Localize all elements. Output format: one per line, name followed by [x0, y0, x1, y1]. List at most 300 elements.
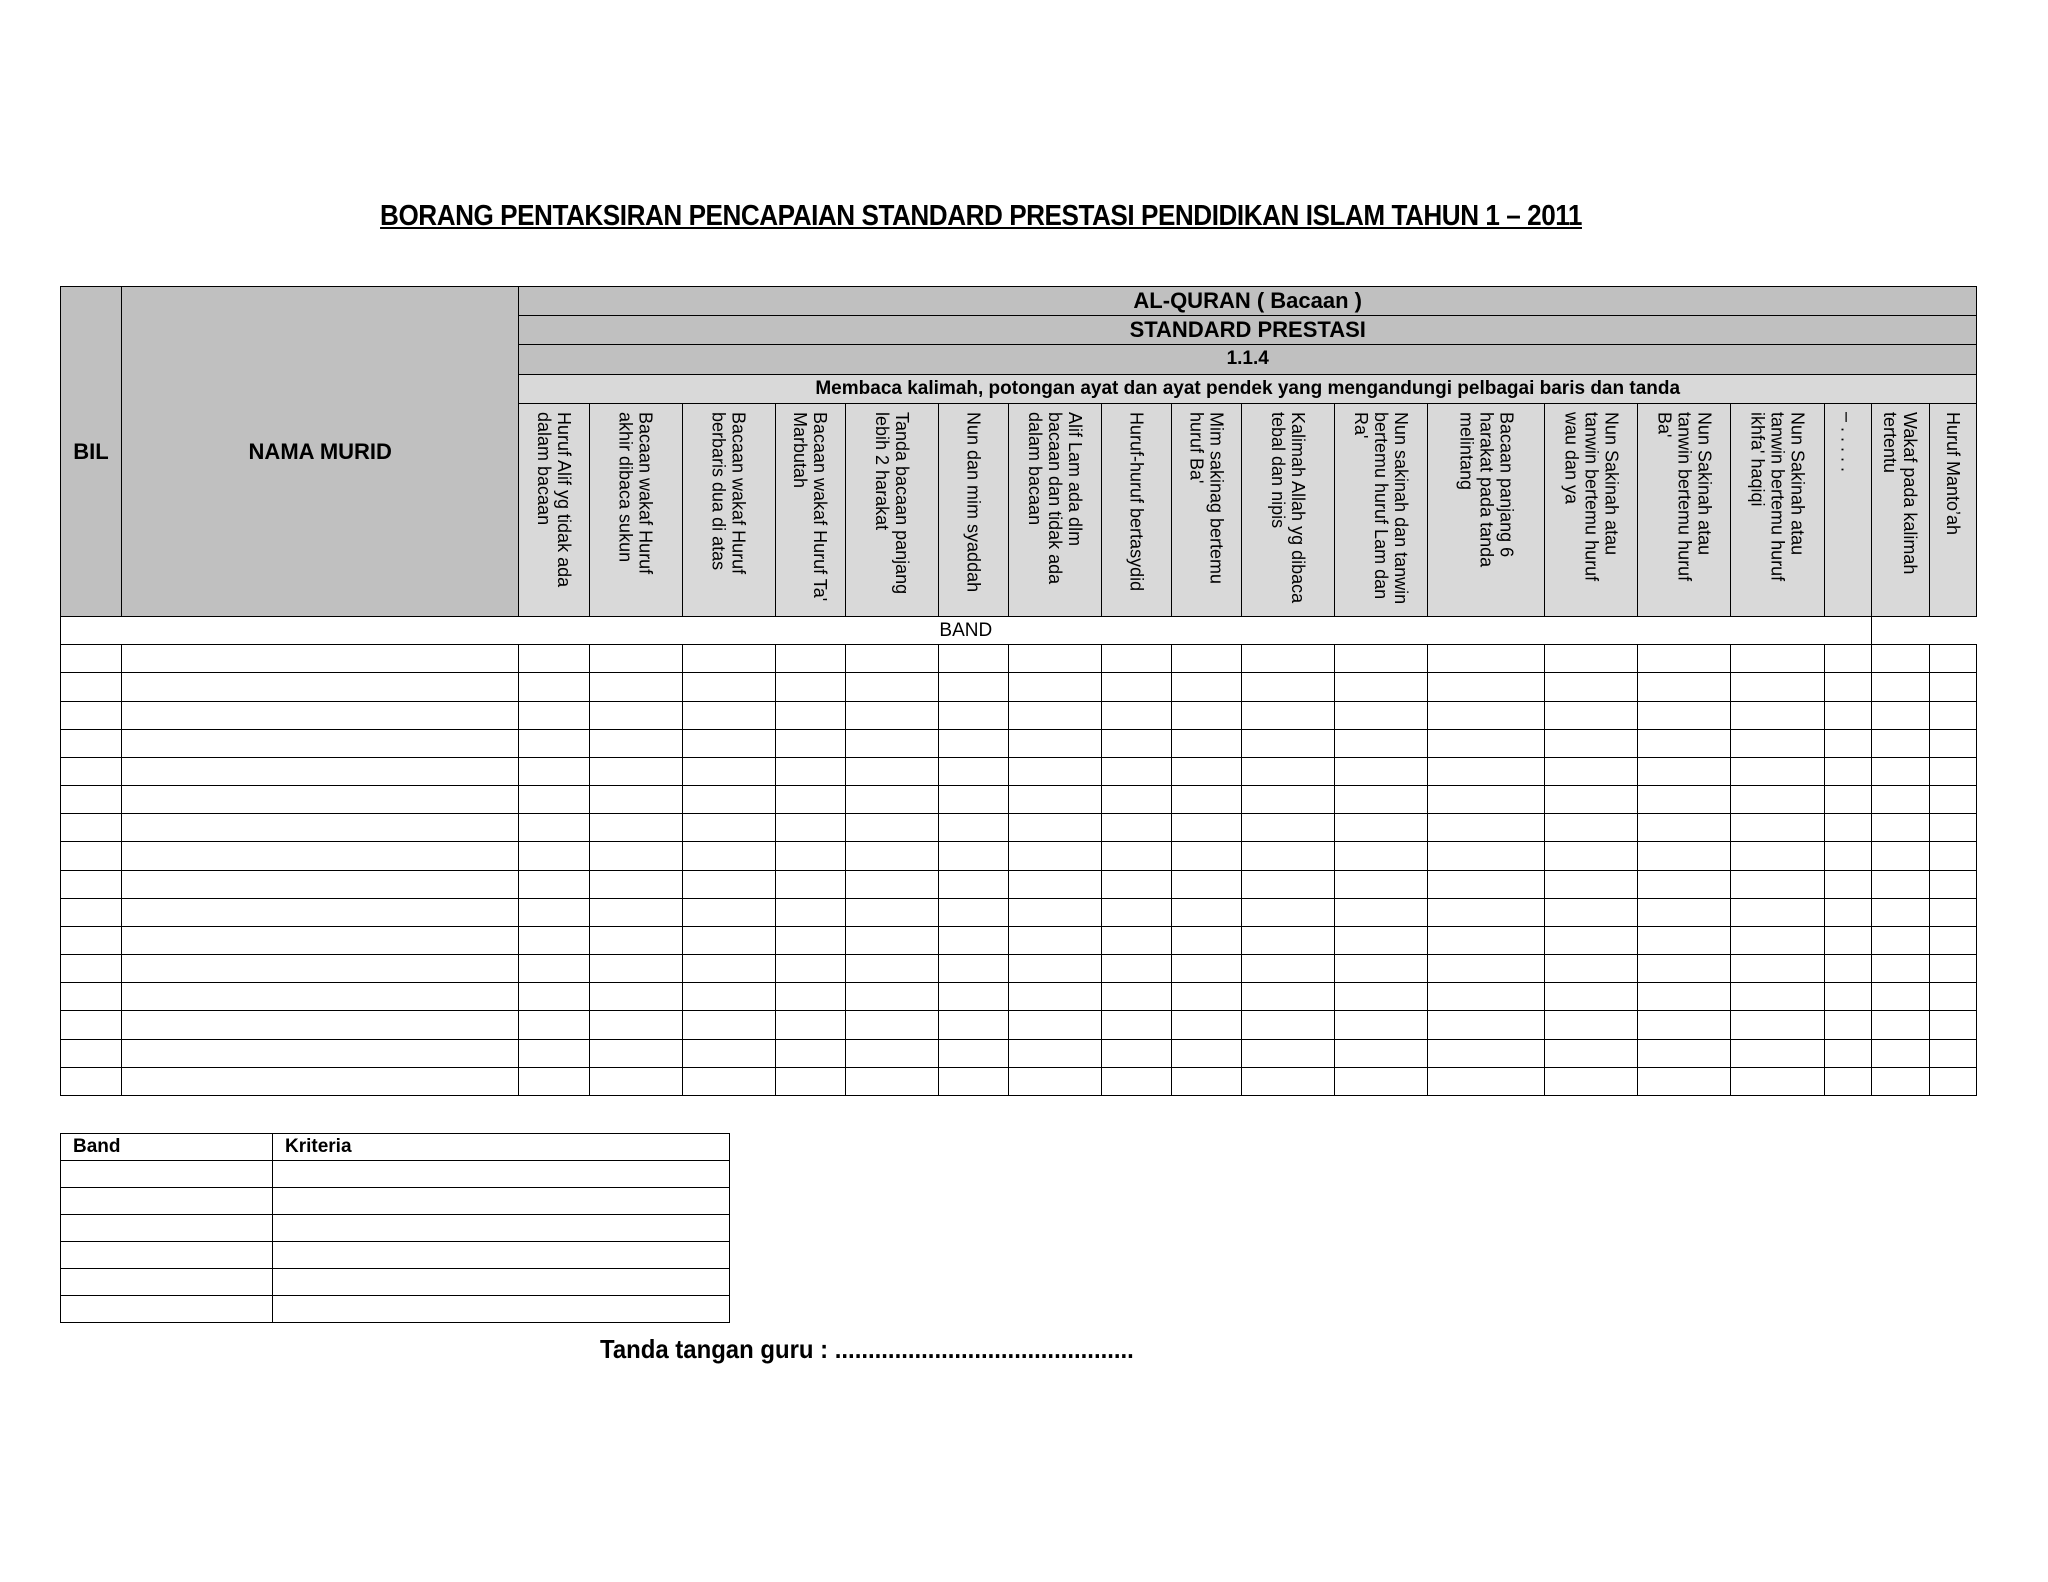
band-entry-cell[interactable] [1731, 870, 1824, 898]
band-entry-cell[interactable] [1335, 898, 1428, 926]
band-entry-cell[interactable] [589, 673, 682, 701]
band-entry-cell[interactable] [1545, 1039, 1638, 1067]
band-entry-cell[interactable] [1428, 1067, 1545, 1095]
band-entry-cell[interactable] [1929, 870, 1976, 898]
kriteria-cell[interactable] [273, 1242, 730, 1269]
band-entry-cell[interactable] [1929, 983, 1976, 1011]
band-entry-cell[interactable] [1335, 645, 1428, 673]
band-entry-cell[interactable] [1172, 983, 1242, 1011]
band-entry-cell[interactable] [1731, 926, 1824, 954]
band-entry-cell[interactable] [1242, 729, 1335, 757]
band-entry-cell[interactable] [682, 673, 775, 701]
band-entry-cell[interactable] [845, 757, 938, 785]
band-entry-cell[interactable] [682, 955, 775, 983]
band-entry-cell[interactable] [1101, 983, 1171, 1011]
band-entry-cell[interactable] [1545, 1067, 1638, 1095]
band-entry-cell[interactable] [1929, 926, 1976, 954]
band-entry-cell[interactable] [1101, 842, 1171, 870]
kriteria-cell[interactable] [273, 1188, 730, 1215]
band-entry-cell[interactable] [1008, 1011, 1101, 1039]
band-entry-cell[interactable] [1824, 1039, 1871, 1067]
band-entry-cell[interactable] [845, 842, 938, 870]
band-cell[interactable] [61, 1161, 273, 1188]
band-entry-cell[interactable] [1101, 1039, 1171, 1067]
band-entry-cell[interactable] [1731, 645, 1824, 673]
band-entry-cell[interactable] [682, 1011, 775, 1039]
band-entry-cell[interactable] [775, 1011, 845, 1039]
band-entry-cell[interactable] [1545, 926, 1638, 954]
kriteria-cell[interactable] [273, 1161, 730, 1188]
band-entry-cell[interactable] [938, 926, 1008, 954]
band-entry-cell[interactable] [1242, 701, 1335, 729]
band-entry-cell[interactable] [1731, 1067, 1824, 1095]
band-entry-cell[interactable] [1428, 983, 1545, 1011]
band-entry-cell[interactable] [1008, 701, 1101, 729]
band-entry-cell[interactable] [1545, 673, 1638, 701]
kriteria-cell[interactable] [273, 1215, 730, 1242]
band-entry-cell[interactable] [1335, 955, 1428, 983]
band-entry-cell[interactable] [1731, 701, 1824, 729]
band-entry-cell[interactable] [1824, 673, 1871, 701]
band-entry-cell[interactable] [519, 786, 589, 814]
nama-cell[interactable] [122, 814, 519, 842]
bil-cell[interactable] [61, 729, 122, 757]
band-entry-cell[interactable] [1242, 842, 1335, 870]
band-entry-cell[interactable] [1242, 870, 1335, 898]
band-entry-cell[interactable] [1008, 645, 1101, 673]
band-entry-cell[interactable] [1731, 898, 1824, 926]
band-entry-cell[interactable] [1172, 673, 1242, 701]
band-entry-cell[interactable] [1929, 757, 1976, 785]
bil-cell[interactable] [61, 701, 122, 729]
band-entry-cell[interactable] [1335, 673, 1428, 701]
band-entry-cell[interactable] [775, 1067, 845, 1095]
band-entry-cell[interactable] [1242, 898, 1335, 926]
band-entry-cell[interactable] [1871, 814, 1929, 842]
band-entry-cell[interactable] [1335, 1039, 1428, 1067]
band-entry-cell[interactable] [1335, 1067, 1428, 1095]
band-entry-cell[interactable] [775, 701, 845, 729]
band-entry-cell[interactable] [1824, 701, 1871, 729]
band-entry-cell[interactable] [519, 898, 589, 926]
kriteria-cell[interactable] [273, 1269, 730, 1296]
band-entry-cell[interactable] [682, 1067, 775, 1095]
band-entry-cell[interactable] [1428, 955, 1545, 983]
band-entry-cell[interactable] [1545, 842, 1638, 870]
nama-cell[interactable] [122, 926, 519, 954]
band-entry-cell[interactable] [1824, 786, 1871, 814]
band-entry-cell[interactable] [1731, 673, 1824, 701]
bil-cell[interactable] [61, 1011, 122, 1039]
band-entry-cell[interactable] [1172, 870, 1242, 898]
band-entry-cell[interactable] [1824, 870, 1871, 898]
band-entry-cell[interactable] [1824, 814, 1871, 842]
band-entry-cell[interactable] [1871, 701, 1929, 729]
band-entry-cell[interactable] [775, 870, 845, 898]
band-entry-cell[interactable] [1172, 1039, 1242, 1067]
band-entry-cell[interactable] [1545, 701, 1638, 729]
band-cell[interactable] [61, 1188, 273, 1215]
band-entry-cell[interactable] [1929, 673, 1976, 701]
band-entry-cell[interactable] [1638, 870, 1731, 898]
band-entry-cell[interactable] [845, 983, 938, 1011]
nama-cell[interactable] [122, 870, 519, 898]
band-entry-cell[interactable] [682, 757, 775, 785]
band-entry-cell[interactable] [938, 645, 1008, 673]
band-entry-cell[interactable] [1335, 786, 1428, 814]
band-entry-cell[interactable] [1101, 1067, 1171, 1095]
band-entry-cell[interactable] [938, 955, 1008, 983]
band-entry-cell[interactable] [1871, 757, 1929, 785]
band-entry-cell[interactable] [1929, 955, 1976, 983]
band-entry-cell[interactable] [1101, 955, 1171, 983]
band-entry-cell[interactable] [1008, 1067, 1101, 1095]
band-entry-cell[interactable] [845, 1039, 938, 1067]
band-entry-cell[interactable] [938, 786, 1008, 814]
band-entry-cell[interactable] [519, 983, 589, 1011]
band-entry-cell[interactable] [1731, 842, 1824, 870]
nama-cell[interactable] [122, 842, 519, 870]
nama-cell[interactable] [122, 1067, 519, 1095]
band-entry-cell[interactable] [1638, 926, 1731, 954]
band-entry-cell[interactable] [682, 645, 775, 673]
band-entry-cell[interactable] [1335, 729, 1428, 757]
band-entry-cell[interactable] [1428, 1039, 1545, 1067]
band-entry-cell[interactable] [589, 955, 682, 983]
band-entry-cell[interactable] [519, 1011, 589, 1039]
band-entry-cell[interactable] [1638, 983, 1731, 1011]
band-entry-cell[interactable] [775, 1039, 845, 1067]
band-entry-cell[interactable] [1638, 786, 1731, 814]
band-entry-cell[interactable] [1638, 898, 1731, 926]
band-entry-cell[interactable] [938, 673, 1008, 701]
band-entry-cell[interactable] [519, 757, 589, 785]
band-entry-cell[interactable] [1242, 786, 1335, 814]
nama-cell[interactable] [122, 898, 519, 926]
band-entry-cell[interactable] [1008, 870, 1101, 898]
band-entry-cell[interactable] [682, 786, 775, 814]
band-entry-cell[interactable] [1101, 645, 1171, 673]
bil-cell[interactable] [61, 870, 122, 898]
nama-cell[interactable] [122, 955, 519, 983]
band-entry-cell[interactable] [775, 645, 845, 673]
band-entry-cell[interactable] [938, 729, 1008, 757]
band-entry-cell[interactable] [938, 842, 1008, 870]
band-entry-cell[interactable] [845, 729, 938, 757]
band-entry-cell[interactable] [1871, 870, 1929, 898]
band-entry-cell[interactable] [682, 842, 775, 870]
band-entry-cell[interactable] [1101, 786, 1171, 814]
band-entry-cell[interactable] [1929, 1067, 1976, 1095]
band-entry-cell[interactable] [1929, 814, 1976, 842]
band-entry-cell[interactable] [1638, 729, 1731, 757]
band-entry-cell[interactable] [589, 1067, 682, 1095]
band-entry-cell[interactable] [1008, 786, 1101, 814]
band-entry-cell[interactable] [1638, 1067, 1731, 1095]
nama-cell[interactable] [122, 757, 519, 785]
band-entry-cell[interactable] [589, 926, 682, 954]
band-entry-cell[interactable] [519, 729, 589, 757]
band-entry-cell[interactable] [938, 1011, 1008, 1039]
band-entry-cell[interactable] [1871, 926, 1929, 954]
band-entry-cell[interactable] [682, 1039, 775, 1067]
band-entry-cell[interactable] [519, 645, 589, 673]
band-entry-cell[interactable] [1638, 842, 1731, 870]
band-entry-cell[interactable] [845, 1067, 938, 1095]
band-entry-cell[interactable] [1008, 757, 1101, 785]
band-entry-cell[interactable] [1008, 1039, 1101, 1067]
band-entry-cell[interactable] [1871, 673, 1929, 701]
band-entry-cell[interactable] [1638, 955, 1731, 983]
band-entry-cell[interactable] [1242, 814, 1335, 842]
band-entry-cell[interactable] [938, 1067, 1008, 1095]
bil-cell[interactable] [61, 842, 122, 870]
band-entry-cell[interactable] [1545, 757, 1638, 785]
band-entry-cell[interactable] [682, 814, 775, 842]
band-entry-cell[interactable] [1545, 1011, 1638, 1039]
band-entry-cell[interactable] [1172, 1011, 1242, 1039]
band-entry-cell[interactable] [938, 701, 1008, 729]
bil-cell[interactable] [61, 673, 122, 701]
band-entry-cell[interactable] [519, 870, 589, 898]
band-entry-cell[interactable] [589, 1011, 682, 1039]
band-entry-cell[interactable] [1731, 1039, 1824, 1067]
band-entry-cell[interactable] [1731, 983, 1824, 1011]
band-entry-cell[interactable] [1172, 701, 1242, 729]
bil-cell[interactable] [61, 786, 122, 814]
band-entry-cell[interactable] [1242, 645, 1335, 673]
band-entry-cell[interactable] [1929, 1011, 1976, 1039]
band-entry-cell[interactable] [1008, 729, 1101, 757]
band-entry-cell[interactable] [1545, 898, 1638, 926]
band-entry-cell[interactable] [1242, 926, 1335, 954]
band-entry-cell[interactable] [1172, 898, 1242, 926]
band-entry-cell[interactable] [589, 786, 682, 814]
band-entry-cell[interactable] [1824, 955, 1871, 983]
band-entry-cell[interactable] [1101, 926, 1171, 954]
band-entry-cell[interactable] [589, 842, 682, 870]
band-entry-cell[interactable] [1545, 870, 1638, 898]
band-entry-cell[interactable] [1929, 898, 1976, 926]
band-entry-cell[interactable] [1638, 701, 1731, 729]
band-entry-cell[interactable] [775, 814, 845, 842]
band-entry-cell[interactable] [775, 983, 845, 1011]
band-entry-cell[interactable] [1008, 814, 1101, 842]
band-entry-cell[interactable] [519, 842, 589, 870]
band-entry-cell[interactable] [1638, 1011, 1731, 1039]
band-entry-cell[interactable] [1428, 645, 1545, 673]
band-entry-cell[interactable] [589, 814, 682, 842]
band-entry-cell[interactable] [1008, 842, 1101, 870]
band-entry-cell[interactable] [845, 955, 938, 983]
band-cell[interactable] [61, 1296, 273, 1323]
band-entry-cell[interactable] [1428, 786, 1545, 814]
band-entry-cell[interactable] [1824, 926, 1871, 954]
band-entry-cell[interactable] [775, 673, 845, 701]
nama-cell[interactable] [122, 1039, 519, 1067]
nama-cell[interactable] [122, 645, 519, 673]
band-entry-cell[interactable] [589, 701, 682, 729]
band-entry-cell[interactable] [1428, 1011, 1545, 1039]
band-entry-cell[interactable] [1172, 1067, 1242, 1095]
band-entry-cell[interactable] [845, 673, 938, 701]
band-entry-cell[interactable] [1008, 983, 1101, 1011]
bil-cell[interactable] [61, 1067, 122, 1095]
band-entry-cell[interactable] [1335, 757, 1428, 785]
band-entry-cell[interactable] [775, 842, 845, 870]
band-cell[interactable] [61, 1215, 273, 1242]
band-entry-cell[interactable] [1242, 955, 1335, 983]
band-entry-cell[interactable] [1335, 814, 1428, 842]
band-entry-cell[interactable] [1008, 898, 1101, 926]
band-entry-cell[interactable] [938, 983, 1008, 1011]
band-entry-cell[interactable] [589, 757, 682, 785]
band-entry-cell[interactable] [1101, 898, 1171, 926]
band-entry-cell[interactable] [589, 898, 682, 926]
band-entry-cell[interactable] [589, 645, 682, 673]
band-entry-cell[interactable] [1428, 870, 1545, 898]
band-entry-cell[interactable] [938, 814, 1008, 842]
band-entry-cell[interactable] [1242, 1039, 1335, 1067]
band-entry-cell[interactable] [1428, 898, 1545, 926]
band-entry-cell[interactable] [1929, 842, 1976, 870]
band-entry-cell[interactable] [519, 814, 589, 842]
band-entry-cell[interactable] [1335, 983, 1428, 1011]
band-entry-cell[interactable] [1929, 701, 1976, 729]
band-entry-cell[interactable] [519, 926, 589, 954]
band-entry-cell[interactable] [1824, 983, 1871, 1011]
band-entry-cell[interactable] [938, 757, 1008, 785]
band-entry-cell[interactable] [1871, 898, 1929, 926]
band-entry-cell[interactable] [1731, 729, 1824, 757]
band-entry-cell[interactable] [1428, 673, 1545, 701]
band-entry-cell[interactable] [1242, 757, 1335, 785]
band-entry-cell[interactable] [1101, 701, 1171, 729]
bil-cell[interactable] [61, 926, 122, 954]
band-entry-cell[interactable] [1428, 842, 1545, 870]
band-entry-cell[interactable] [775, 757, 845, 785]
band-entry-cell[interactable] [519, 1067, 589, 1095]
band-entry-cell[interactable] [845, 870, 938, 898]
band-entry-cell[interactable] [1824, 842, 1871, 870]
band-entry-cell[interactable] [589, 983, 682, 1011]
band-entry-cell[interactable] [682, 898, 775, 926]
band-entry-cell[interactable] [1871, 1067, 1929, 1095]
band-entry-cell[interactable] [1335, 870, 1428, 898]
band-entry-cell[interactable] [1172, 926, 1242, 954]
band-entry-cell[interactable] [1638, 645, 1731, 673]
band-entry-cell[interactable] [1871, 842, 1929, 870]
band-entry-cell[interactable] [519, 1039, 589, 1067]
bil-cell[interactable] [61, 983, 122, 1011]
band-cell[interactable] [61, 1269, 273, 1296]
band-entry-cell[interactable] [682, 729, 775, 757]
band-entry-cell[interactable] [1242, 1067, 1335, 1095]
band-entry-cell[interactable] [1101, 870, 1171, 898]
band-entry-cell[interactable] [1242, 673, 1335, 701]
nama-cell[interactable] [122, 729, 519, 757]
band-entry-cell[interactable] [1545, 955, 1638, 983]
band-entry-cell[interactable] [1871, 983, 1929, 1011]
nama-cell[interactable] [122, 673, 519, 701]
band-entry-cell[interactable] [1242, 1011, 1335, 1039]
band-entry-cell[interactable] [1242, 983, 1335, 1011]
band-entry-cell[interactable] [845, 701, 938, 729]
band-entry-cell[interactable] [1172, 955, 1242, 983]
band-entry-cell[interactable] [682, 983, 775, 1011]
band-entry-cell[interactable] [1929, 786, 1976, 814]
band-entry-cell[interactable] [1871, 786, 1929, 814]
band-entry-cell[interactable] [1545, 645, 1638, 673]
band-entry-cell[interactable] [1638, 673, 1731, 701]
kriteria-cell[interactable] [273, 1296, 730, 1323]
band-entry-cell[interactable] [1824, 645, 1871, 673]
band-entry-cell[interactable] [1824, 1067, 1871, 1095]
band-entry-cell[interactable] [775, 729, 845, 757]
band-entry-cell[interactable] [1172, 729, 1242, 757]
band-entry-cell[interactable] [1008, 673, 1101, 701]
band-entry-cell[interactable] [1335, 701, 1428, 729]
nama-cell[interactable] [122, 1011, 519, 1039]
band-entry-cell[interactable] [938, 898, 1008, 926]
band-entry-cell[interactable] [1428, 757, 1545, 785]
band-entry-cell[interactable] [682, 870, 775, 898]
band-entry-cell[interactable] [938, 1039, 1008, 1067]
band-entry-cell[interactable] [1824, 729, 1871, 757]
band-entry-cell[interactable] [1101, 814, 1171, 842]
band-entry-cell[interactable] [1172, 786, 1242, 814]
band-entry-cell[interactable] [1101, 1011, 1171, 1039]
band-entry-cell[interactable] [1101, 729, 1171, 757]
band-entry-cell[interactable] [775, 926, 845, 954]
band-entry-cell[interactable] [1731, 757, 1824, 785]
band-entry-cell[interactable] [845, 786, 938, 814]
band-entry-cell[interactable] [519, 701, 589, 729]
band-entry-cell[interactable] [1335, 926, 1428, 954]
bil-cell[interactable] [61, 955, 122, 983]
band-entry-cell[interactable] [1638, 814, 1731, 842]
band-entry-cell[interactable] [519, 955, 589, 983]
band-entry-cell[interactable] [1871, 729, 1929, 757]
band-entry-cell[interactable] [1731, 1011, 1824, 1039]
nama-cell[interactable] [122, 786, 519, 814]
band-entry-cell[interactable] [845, 814, 938, 842]
band-entry-cell[interactable] [1172, 757, 1242, 785]
band-entry-cell[interactable] [682, 926, 775, 954]
band-entry-cell[interactable] [589, 1039, 682, 1067]
band-entry-cell[interactable] [1545, 814, 1638, 842]
band-entry-cell[interactable] [1929, 729, 1976, 757]
band-entry-cell[interactable] [1824, 898, 1871, 926]
band-entry-cell[interactable] [1638, 757, 1731, 785]
bil-cell[interactable] [61, 898, 122, 926]
band-entry-cell[interactable] [1638, 1039, 1731, 1067]
band-entry-cell[interactable] [1731, 955, 1824, 983]
band-entry-cell[interactable] [845, 898, 938, 926]
band-entry-cell[interactable] [1101, 673, 1171, 701]
band-entry-cell[interactable] [1545, 729, 1638, 757]
band-entry-cell[interactable] [1871, 1011, 1929, 1039]
band-entry-cell[interactable] [589, 729, 682, 757]
band-entry-cell[interactable] [1172, 814, 1242, 842]
band-entry-cell[interactable] [1008, 926, 1101, 954]
bil-cell[interactable] [61, 1039, 122, 1067]
band-entry-cell[interactable] [1871, 1039, 1929, 1067]
band-entry-cell[interactable] [1335, 1011, 1428, 1039]
band-entry-cell[interactable] [1428, 814, 1545, 842]
band-entry-cell[interactable] [938, 870, 1008, 898]
nama-cell[interactable] [122, 701, 519, 729]
